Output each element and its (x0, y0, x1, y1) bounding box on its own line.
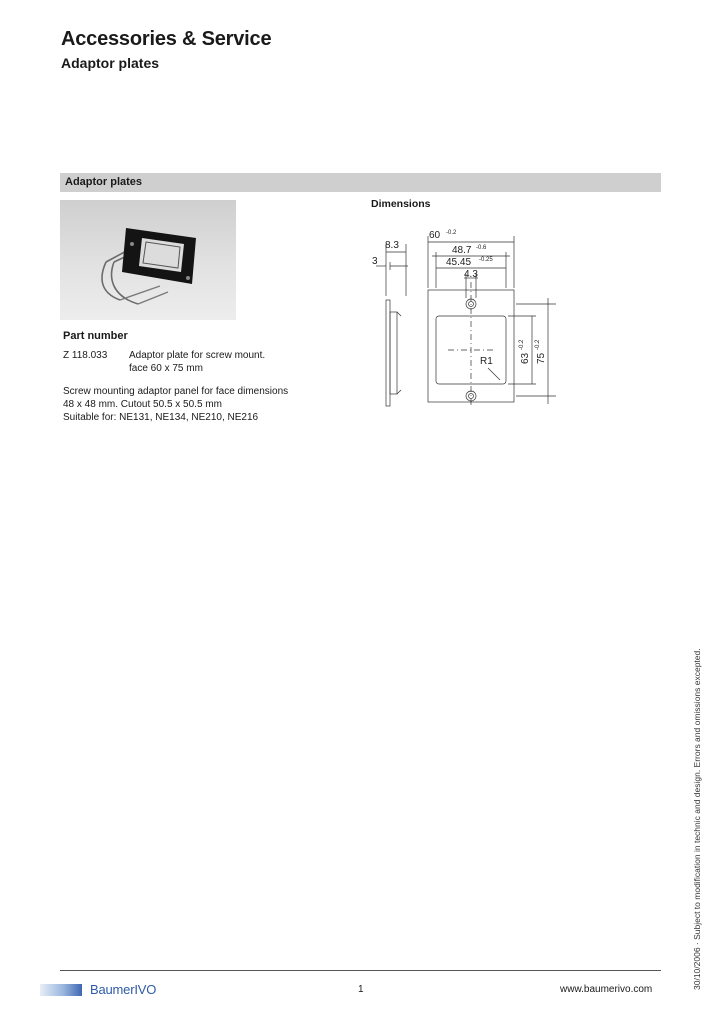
dim-48-7-tolerance: -0.6 (476, 245, 487, 251)
part-description-line-1: Adaptor plate for screw mount. (129, 350, 266, 361)
dim-3: 3 (372, 256, 378, 267)
baumer-logo-mark (40, 984, 82, 996)
baumer-logo-text: BaumerIVO (90, 982, 157, 997)
dim-75-tolerance: -0.2 (535, 339, 541, 350)
page-title: Accessories & Service (61, 28, 272, 50)
section-header-label: Adaptor plates (65, 176, 143, 188)
radius-r1: R1 (480, 356, 493, 367)
dim-63: 63 (520, 352, 531, 364)
dim-75: 75 (536, 352, 547, 364)
footer-divider (60, 970, 661, 971)
dim-8-3: 8.3 (385, 240, 399, 251)
description-line-3: Suitable for: NE131, NE134, NE210, NE216 (63, 412, 259, 423)
dim-60-tolerance: -0.2 (446, 230, 457, 236)
part-description-line-2: face 60 x 75 mm (129, 363, 203, 374)
page-number: 1 (358, 984, 364, 995)
product-photo (60, 200, 236, 320)
dim-45-45-tolerance: -0.25 (479, 257, 493, 263)
page-subtitle: Adaptor plates (61, 55, 160, 71)
dim-48-7: 48.7 (452, 245, 472, 256)
dim-45-45: 45.45 (446, 257, 472, 268)
description-line-1: Screw mounting adaptor panel for face dimensions (63, 386, 289, 397)
dim-60: 60 (429, 230, 441, 241)
dim-4-3: 4.3 (464, 269, 478, 280)
side-view-body (390, 312, 397, 394)
description-line-2: 48 x 48 mm. Cutout 50.5 x 50.5 mm (63, 399, 222, 410)
website-link[interactable]: www.baumerivo.com (560, 984, 653, 995)
dim-63-tolerance: -0.2 (519, 339, 525, 350)
dimensions-heading: Dimensions (371, 198, 431, 210)
part-code: Z 118.033 (63, 350, 108, 361)
adaptor-plate-image (60, 200, 236, 320)
side-view-plate (386, 300, 390, 406)
section-header-bar (60, 173, 661, 192)
legal-side-note: 30/10/2006 · Subject to modification in technic and design. Errors and omissions excepted. (692, 648, 702, 990)
part-number-heading: Part number (63, 330, 128, 342)
dimension-drawing (360, 222, 560, 412)
